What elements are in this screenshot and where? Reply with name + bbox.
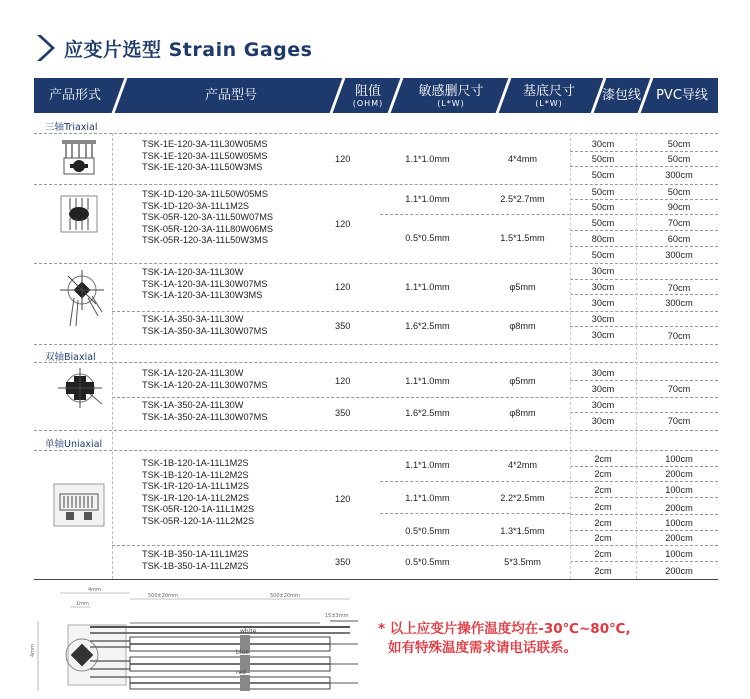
divider — [570, 166, 718, 167]
divider — [34, 263, 718, 264]
header-pvc: PVC导线 — [656, 88, 708, 103]
base-size-value: φ8mm — [509, 408, 536, 418]
group-label-uniaxial: 单轴Uniaxial — [45, 439, 103, 450]
model-list: TSK-1A-120-2A-11L30W TSK-1A-120-2A-11L30W07MS — [142, 368, 268, 390]
pvc-value: 70cm — [667, 218, 691, 228]
enamel-value: 30cm — [591, 266, 615, 276]
base-size-value: 2.5*2.7mm — [500, 194, 545, 204]
divider — [34, 344, 718, 345]
enamel-value: 30cm — [591, 314, 615, 324]
grid-size-value: 0.5*0.5mm — [405, 557, 450, 567]
resistance-value: 120 — [335, 376, 351, 386]
note-line-2: 如有特殊温度需求请电话联系。 — [388, 640, 577, 656]
header-enamel: 漆包线 — [601, 88, 641, 103]
enamel-value: 30cm — [591, 416, 615, 426]
divider — [570, 199, 718, 200]
enamel-value: 2cm — [594, 502, 612, 512]
rosette-gage-icon — [54, 268, 106, 330]
model-list: TSK-1A-350-2A-11L30W TSK-1A-350-2A-11L30W07MS — [142, 400, 268, 422]
divider — [34, 133, 718, 134]
grid-size-value: 1.1*1.0mm — [405, 194, 450, 204]
resistance-value: 350 — [335, 408, 351, 418]
divider — [112, 545, 718, 546]
divider — [570, 497, 718, 498]
divider — [570, 326, 718, 327]
biaxial-gage-icon — [56, 368, 104, 408]
divider — [34, 184, 718, 185]
section-title — [34, 33, 312, 63]
table-bottom-rule — [34, 579, 718, 580]
dim-1mm-label: 1mm — [76, 601, 89, 607]
resistance-value: 350 — [335, 557, 351, 567]
pvc-value: 200cm — [665, 566, 693, 576]
enamel-value: 30cm — [591, 384, 615, 394]
divider — [112, 311, 718, 312]
grid-size-value: 1.1*1.0mm — [405, 282, 450, 292]
enamel-value: 2cm — [594, 518, 612, 528]
base-size-value: 1.5*1.5mm — [500, 233, 545, 243]
pvc-value: 200cm — [665, 469, 693, 479]
pvc-value: 60cm — [667, 234, 691, 244]
base-size-value: φ5mm — [509, 376, 536, 386]
triaxial-gage-icon — [56, 192, 102, 236]
triaxial-gage-icon — [56, 138, 102, 180]
dim-side-label: 4mm — [30, 644, 36, 657]
chevron-right-icon — [34, 33, 56, 63]
divider — [34, 450, 718, 451]
pvc-value: 70cm — [667, 416, 691, 426]
pvc-value: 50cm — [667, 154, 691, 164]
divider — [570, 380, 718, 381]
divider — [570, 246, 718, 247]
enamel-value: 30cm — [591, 282, 615, 292]
divider — [380, 513, 570, 514]
enamel-value: 50cm — [591, 170, 615, 180]
base-size-value: 2.2*2.5mm — [500, 493, 545, 503]
base-size-value: φ5mm — [509, 282, 536, 292]
group-label-biaxial: 双轴Biaxial — [45, 352, 96, 363]
wire-blue-label: blue — [236, 649, 249, 656]
enamel-value: 80cm — [591, 234, 615, 244]
pvc-value: 50cm — [667, 139, 691, 149]
enamel-value: 2cm — [594, 549, 612, 559]
grid-size-value: 1.6*2.5mm — [405, 321, 450, 331]
pvc-value: 100cm — [665, 454, 693, 464]
grid-size-value: 1.6*2.5mm — [405, 408, 450, 418]
base-size-value: 1.3*1.5mm — [500, 526, 545, 536]
grid-size-value: 1.1*1.0mm — [405, 154, 450, 164]
divider — [112, 397, 718, 398]
model-list: TSK-1B-120-1A-11L1M2S TSK-1B-120-1A-11L2M2S TSK-1R-120-1A-11L1M2S TSK-1R-120-1A-11L2M2S TSK-05R-120-1A-11L1M2S TSK-05R-120-1A-11L2M2S — [142, 458, 255, 526]
enamel-value: 2cm — [594, 533, 612, 543]
enamel-value: 30cm — [591, 400, 615, 410]
model-list: TSK-1E-120-3A-11L30W05MS TSK-1E-120-3A-11L50W05MS TSK-1E-120-3A-11L50W3MS — [142, 139, 268, 173]
page-title: 应变片选型 Strain Gages — [64, 38, 313, 61]
pvc-value: 300cm — [665, 298, 693, 308]
resistance-value: 120 — [335, 154, 351, 164]
divider — [570, 279, 718, 280]
wiring-dimension-diagram — [30, 585, 360, 695]
uniaxial-gage-icon — [52, 482, 106, 528]
pvc-value: 300cm — [665, 170, 693, 180]
dim-right-label: 500±20mm — [270, 593, 300, 599]
enamel-value: 50cm — [591, 187, 615, 197]
pvc-value: 100cm — [665, 485, 693, 495]
dim-4mm-label: 4mm — [88, 587, 101, 593]
temperature-note — [378, 620, 631, 658]
base-size-value: 4*2mm — [507, 460, 538, 470]
resistance-value: 120 — [335, 219, 351, 229]
header-form: 产品形式 — [48, 88, 101, 103]
divider — [570, 466, 718, 467]
divider — [570, 514, 718, 515]
wire-red-label: red — [236, 669, 246, 676]
model-list: TSK-1A-350-3A-11L30W TSK-1A-350-3A-11L30W07MS — [142, 314, 268, 336]
model-list: TSK-1A-120-3A-11L30W TSK-1A-120-3A-11L30W07MS TSK-1A-120-3A-11L30W3MS — [142, 267, 268, 301]
pvc-value: 100cm — [665, 549, 693, 559]
wire-white-label: white — [240, 628, 257, 635]
resistance-value: 120 — [335, 494, 351, 504]
grid-size-value: 0.5*0.5mm — [405, 233, 450, 243]
pvc-value: 100cm — [665, 518, 693, 528]
enamel-value: 2cm — [594, 566, 612, 576]
header-resistance: 阻值 (OHM) — [352, 83, 384, 108]
enamel-value: 50cm — [591, 202, 615, 212]
pvc-value: 90cm — [667, 202, 691, 212]
header-base-size: 基底尺寸 (L*W) — [522, 83, 575, 108]
pvc-value: 50cm — [667, 187, 691, 197]
grid-size-value: 1.1*1.0mm — [405, 493, 450, 503]
column-divider — [112, 133, 113, 579]
divider — [570, 530, 718, 531]
grid-size-value: 0.5*0.5mm — [405, 526, 450, 536]
base-size-value: 4*4mm — [507, 154, 538, 164]
pvc-value: 200cm — [665, 503, 693, 513]
note-line-1: * 以上应变片操作温度均在-30℃~80℃, — [378, 621, 631, 637]
header-model: 产品型号 — [204, 88, 257, 103]
divider — [570, 412, 718, 413]
group-label-triaxial: 三轴Triaxial — [45, 122, 98, 133]
resistance-value: 120 — [335, 282, 351, 292]
divider — [570, 561, 718, 562]
enamel-value: 50cm — [591, 154, 615, 164]
grid-size-value: 1.1*1.0mm — [405, 460, 450, 470]
divider — [34, 430, 718, 431]
divider — [570, 230, 718, 231]
enamel-value: 2cm — [594, 454, 612, 464]
grid-size-value: 1.1*1.0mm — [405, 376, 450, 386]
enamel-value: 50cm — [591, 218, 615, 228]
base-size-value: φ8mm — [509, 321, 536, 331]
table-header — [34, 78, 718, 113]
enamel-value: 30cm — [591, 139, 615, 149]
divider — [570, 481, 718, 482]
pvc-value: 70cm — [667, 283, 691, 293]
model-list: TSK-1B-350-1A-11L1M2S TSK-1B-350-1A-11L2M2S — [142, 549, 249, 571]
divider — [570, 294, 718, 295]
pvc-value: 70cm — [667, 384, 691, 394]
model-list: TSK-1D-120-3A-11L50W05MS TSK-1D-120-3A-11L1M2S TSK-05R-120-3A-11L50W07MS TSK-05R-120-3A-11L80W06MS TSK-05R-120-3A-11L50W3MS — [142, 189, 274, 246]
enamel-value: 30cm — [591, 368, 615, 378]
divider — [34, 362, 718, 363]
enamel-value: 50cm — [591, 250, 615, 260]
resistance-value: 350 — [335, 321, 351, 331]
dim-left-label: 500±20mm — [148, 593, 178, 599]
divider — [380, 214, 570, 215]
divider — [570, 214, 718, 215]
pvc-value: 300cm — [665, 250, 693, 260]
enamel-value: 2cm — [594, 469, 612, 479]
pvc-value: 70cm — [667, 331, 691, 341]
header-grid-size: 敏感删尺寸 (L*W) — [418, 83, 484, 108]
column-divider — [636, 133, 637, 579]
divider — [570, 151, 718, 152]
pvc-value: 200cm — [665, 533, 693, 543]
enamel-value: 2cm — [594, 485, 612, 495]
enamel-value: 30cm — [591, 298, 615, 308]
base-size-value: 5*3.5mm — [504, 557, 541, 567]
divider — [380, 481, 570, 482]
dim-strip-label: 15±3mm — [325, 613, 349, 619]
enamel-value: 30cm — [591, 330, 615, 340]
column-divider — [570, 133, 571, 579]
